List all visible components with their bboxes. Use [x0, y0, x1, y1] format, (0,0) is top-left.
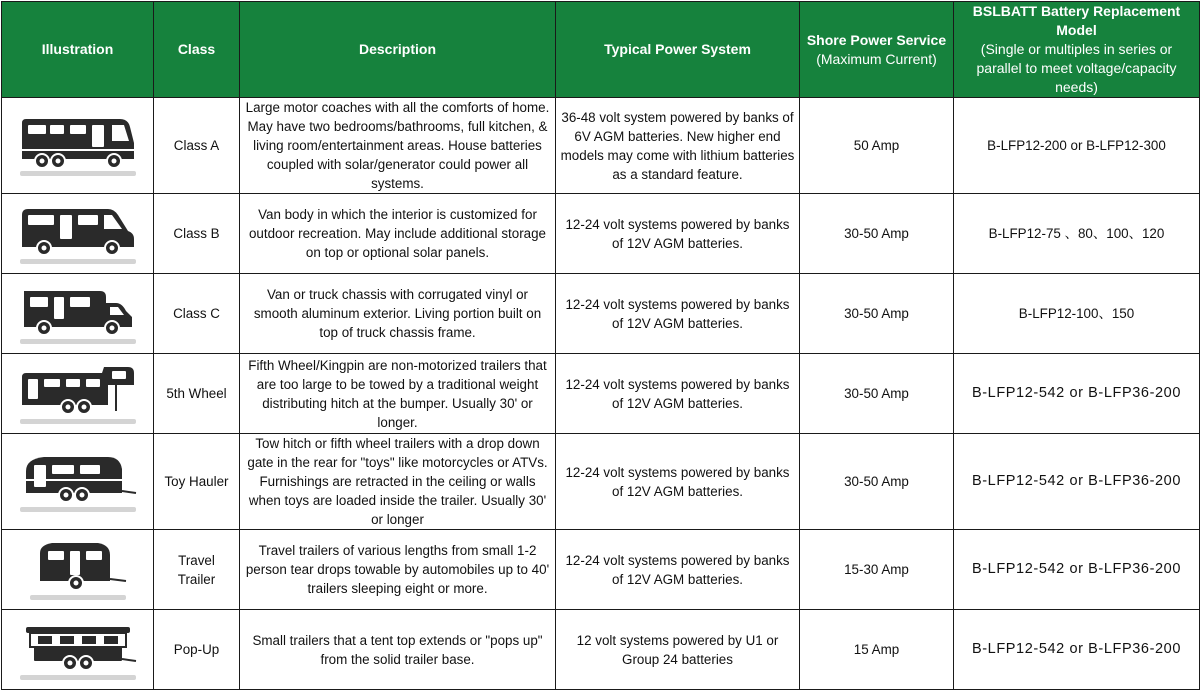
header-description: Description [240, 2, 556, 98]
shore-power-cell: 30-50 Amp [800, 194, 954, 274]
header-power-system: Typical Power System [556, 2, 800, 98]
header-shore-title: Shore Power Service [806, 31, 947, 48]
class-b-van-icon [16, 201, 140, 267]
shore-power-cell: 50 Amp [800, 98, 954, 194]
shore-power-cell: 30-50 Amp [800, 434, 954, 530]
fifth-wheel-trailer-icon [16, 361, 140, 427]
description-cell: Tow hitch or fifth wheel trailers with a drop down gate in the rear for "toys" like motorcycles or ATVs. Furnishings are retracted in the ceiling or walls when toys are loaded inside the trailer. Usually 30' or longer [240, 434, 556, 530]
power-system-cell: 12-24 volt systems powered by banks of 12V AGM batteries. [556, 434, 800, 530]
class-cell: Class B [154, 194, 240, 274]
class-cell: Pop-Up [154, 610, 240, 690]
replacement-model-cell: B-LFP12-542 or B-LFP36-200 [954, 530, 1200, 610]
class-cell: Toy Hauler [154, 434, 240, 530]
table-row [2, 434, 1200, 530]
illustration-cell [2, 530, 154, 610]
description-cell: Large motor coaches with all the comforts of home. May have two bedrooms/bathrooms, full kitchen, & living room/entertainment areas. House batteries coupled with solar/generator could power all systems. [240, 98, 556, 194]
illustration-cell [2, 194, 154, 274]
shore-power-cell: 30-50 Amp [800, 274, 954, 354]
replacement-model-cell: B-LFP12-200 or B-LFP12-300 [954, 98, 1200, 194]
header-model-subtitle: (Single or multiples in series or parallel to meet voltage/capacity needs) [976, 41, 1177, 95]
rv-battery-table [1, 1, 1200, 690]
replacement-model-cell: B-LFP12-542 or B-LFP36-200 [954, 434, 1200, 530]
header-class: Class [154, 2, 240, 98]
illustration-cell [2, 354, 154, 434]
shore-power-cell: 15 Amp [800, 610, 954, 690]
class-cell: Class C [154, 274, 240, 354]
table-row [2, 274, 1200, 354]
replacement-model-cell: B-LFP12-542 or B-LFP36-200 [954, 610, 1200, 690]
header-shore-subtitle: (Maximum Current) [816, 50, 937, 67]
description-cell: Van body in which the interior is customized for outdoor recreation. May include additional storage on top or optional solar panels. [240, 194, 556, 274]
description-cell: Fifth Wheel/Kingpin are non-motorized trailers that are too large to be towed by a traditional weight distributing hitch at the bumper. Usually 30' or longer. [240, 354, 556, 434]
shore-power-cell: 15-30 Amp [800, 530, 954, 610]
class-cell: Class A [154, 98, 240, 194]
power-system-cell: 12-24 volt systems powered by banks of 12V AGM batteries. [556, 274, 800, 354]
description-cell: Small trailers that a tent top extends or "pops up" from the solid trailer base. [240, 610, 556, 690]
power-system-cell: 36-48 volt system powered by banks of 6V AGM batteries. New higher end models may come with lithium batteries as a standard feature. [556, 98, 800, 194]
header-shore-power [800, 2, 954, 98]
shore-power-cell: 30-50 Amp [800, 354, 954, 434]
replacement-model-cell: B-LFP12-75 、80、100、120 [954, 194, 1200, 274]
class-a-motorhome-icon [16, 113, 140, 179]
power-system-cell: 12-24 volt systems powered by banks of 12V AGM batteries. [556, 530, 800, 610]
illustration-cell [2, 610, 154, 690]
replacement-model-cell: B-LFP12-100、150 [954, 274, 1200, 354]
table-row [2, 354, 1200, 434]
description-cell: Van or truck chassis with corrugated vinyl or smooth aluminum exterior. Living portion built on top of truck chassis frame. [240, 274, 556, 354]
power-system-cell: 12 volt systems powered by U1 or Group 24 batteries [556, 610, 800, 690]
header-row [2, 2, 1200, 98]
pop-up-camper-icon [16, 617, 140, 683]
class-cell: 5th Wheel [154, 354, 240, 434]
class-c-motorhome-icon [16, 281, 140, 347]
table-row [2, 610, 1200, 690]
table-row [2, 194, 1200, 274]
header-illustration: Illustration [2, 2, 154, 98]
replacement-model-cell: B-LFP12-542 or B-LFP36-200 [954, 354, 1200, 434]
power-system-cell: 12-24 volt systems powered by banks of 12V AGM batteries. [556, 354, 800, 434]
description-cell: Travel trailers of various lengths from small 1-2 person tear drops towable by automobiles up to 40' trailers sleeping eight or more. [240, 530, 556, 610]
illustration-cell [2, 98, 154, 194]
power-system-cell: 12-24 volt systems powered by banks of 12V AGM batteries. [556, 194, 800, 274]
travel-trailer-icon [16, 537, 140, 603]
illustration-cell [2, 274, 154, 354]
toy-hauler-trailer-icon [16, 449, 140, 515]
header-model-title: BSLBATT Battery Replacement Model [972, 3, 1181, 38]
header-replacement-model [954, 2, 1200, 98]
class-cell: Travel Trailer [154, 530, 240, 610]
table-row [2, 98, 1200, 194]
illustration-cell [2, 434, 154, 530]
table-row [2, 530, 1200, 610]
